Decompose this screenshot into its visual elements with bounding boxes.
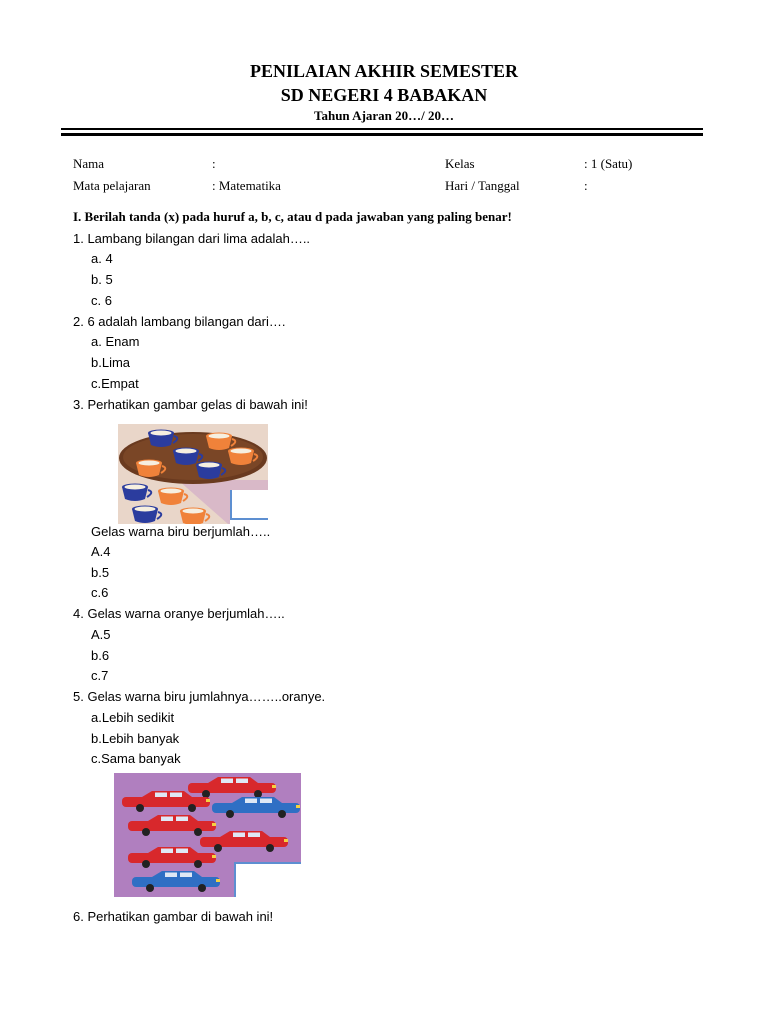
nama-colon: : — [212, 156, 216, 171]
q5-option-a: a.Lebih sedikit — [91, 710, 175, 725]
kelas-value: : 1 (Satu) — [584, 156, 633, 171]
q1-option-c: c. 6 — [91, 293, 112, 308]
nama-label: Nama — [73, 156, 105, 171]
q2-option-c: c.Empat — [91, 376, 139, 391]
title-line-2: SD NEGERI 4 BABAKAN — [280, 85, 488, 105]
q3-option-a: A.4 — [91, 544, 111, 559]
q3-option-b: b.5 — [91, 565, 110, 580]
q5-option-c: c.Sama banyak — [91, 751, 181, 766]
question-4: 4. Gelas warna oranye berjumlah….. — [73, 606, 285, 621]
q4-option-b: b.6 — [91, 648, 110, 663]
question-5: 5. Gelas warna biru jumlahnya……..oranye. — [73, 689, 326, 704]
q3-subquestion: Gelas warna biru berjumlah….. — [91, 524, 271, 539]
mapel-value: : Matematika — [212, 178, 281, 193]
question-6: 6. Perhatikan gambar di bawah ini! — [73, 909, 274, 924]
q1-option-a: a. 4 — [91, 251, 113, 266]
q4-option-c: c.7 — [91, 668, 109, 683]
school-year: Tahun Ajaran 20…/ 20… — [313, 108, 455, 123]
header-rule-thin — [61, 128, 703, 130]
q1-option-b: b. 5 — [91, 272, 113, 287]
title-line-1: PENILAIAN AKHIR SEMESTER — [249, 61, 519, 81]
question-2: 2. 6 adalah lambang bilangan dari…. — [73, 314, 286, 329]
q3-option-c: c.6 — [91, 585, 109, 600]
q2-option-b: b.Lima — [91, 355, 131, 370]
hari-colon: : — [584, 178, 588, 193]
q5-option-b: b.Lebih banyak — [91, 731, 180, 746]
mapel-label: Mata pelajaran — [73, 178, 151, 193]
question-1: 1. Lambang bilangan dari lima adalah….. — [73, 231, 311, 246]
question-3: 3. Perhatikan gambar gelas di bawah ini! — [73, 397, 308, 412]
kelas-label: Kelas — [445, 156, 475, 171]
section-heading: I. Berilah tanda (x) pada huruf a, b, c, atau d pada jawaban yang paling benar! — [73, 209, 512, 224]
q2-option-a: a. Enam — [91, 334, 140, 349]
cars-illustration — [114, 773, 301, 897]
hari-label: Hari / Tanggal — [445, 178, 520, 193]
cups-illustration — [118, 424, 268, 524]
q4-option-a: A.5 — [91, 627, 111, 642]
header-rule-thick — [61, 133, 703, 136]
